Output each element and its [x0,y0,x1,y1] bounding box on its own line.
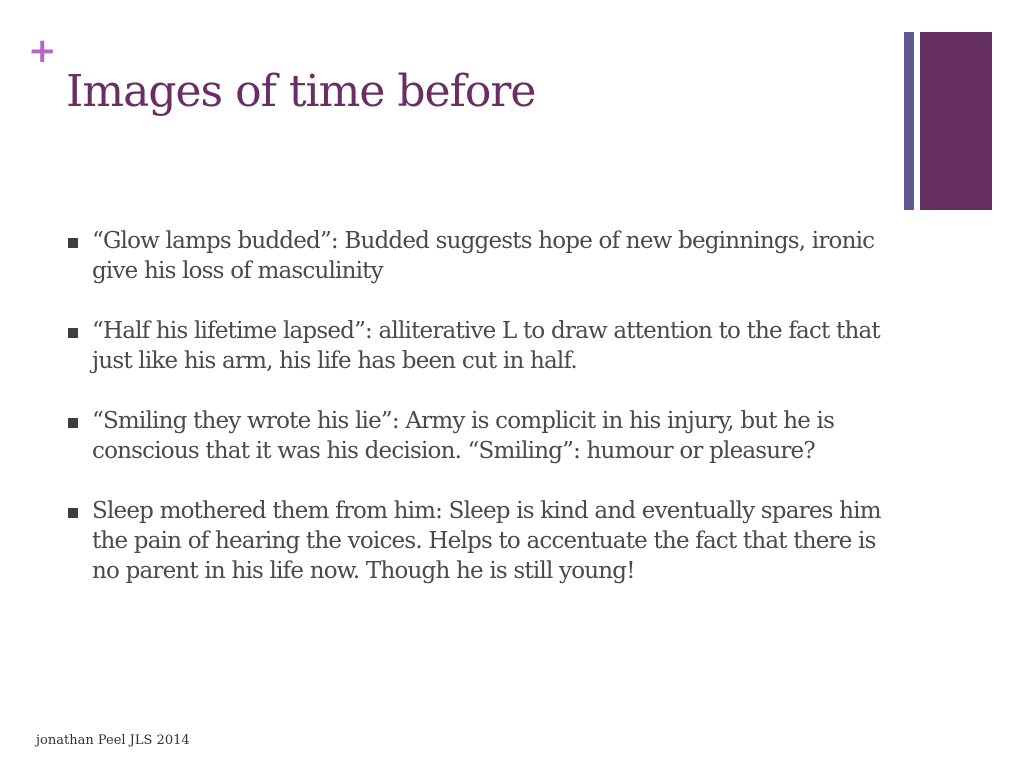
bullet-item [66,226,896,286]
slide-title: Images of time before [66,66,536,117]
bullet-item [66,496,896,586]
bullet-text: “Half his lifetime lapsed”: alliterative L to draw attention to the fact that just like his arm, his life has been cut in half. [92,318,880,374]
bullet-square-icon [68,328,78,338]
decorative-thin-bar [904,32,914,210]
bullet-item [66,316,896,376]
bullet-square-icon [68,418,78,428]
footer-credit: jonathan Peel JLS 2014 [36,733,190,748]
bullet-item [66,406,896,466]
decorative-thick-bar [920,32,992,210]
bullet-square-icon [68,508,78,518]
bullet-square-icon [68,238,78,248]
plus-icon: + [28,31,57,71]
bullet-text: “Smiling they wrote his lie”: Army is complicit in his injury, but he is conscious that it was his decision. “Smiling”: humour or pleasure? [92,408,835,464]
bullet-text: “Glow lamps budded”: Budded suggests hope of new beginnings, ironic give his loss of masculinity [92,228,875,284]
bullet-list [66,226,896,616]
bullet-text: Sleep mothered them from him: Sleep is kind and eventually spares him the pain of hearing the voices. Helps to accentuate the fact that there is no parent in his life now. Though he is still young! [92,498,881,584]
